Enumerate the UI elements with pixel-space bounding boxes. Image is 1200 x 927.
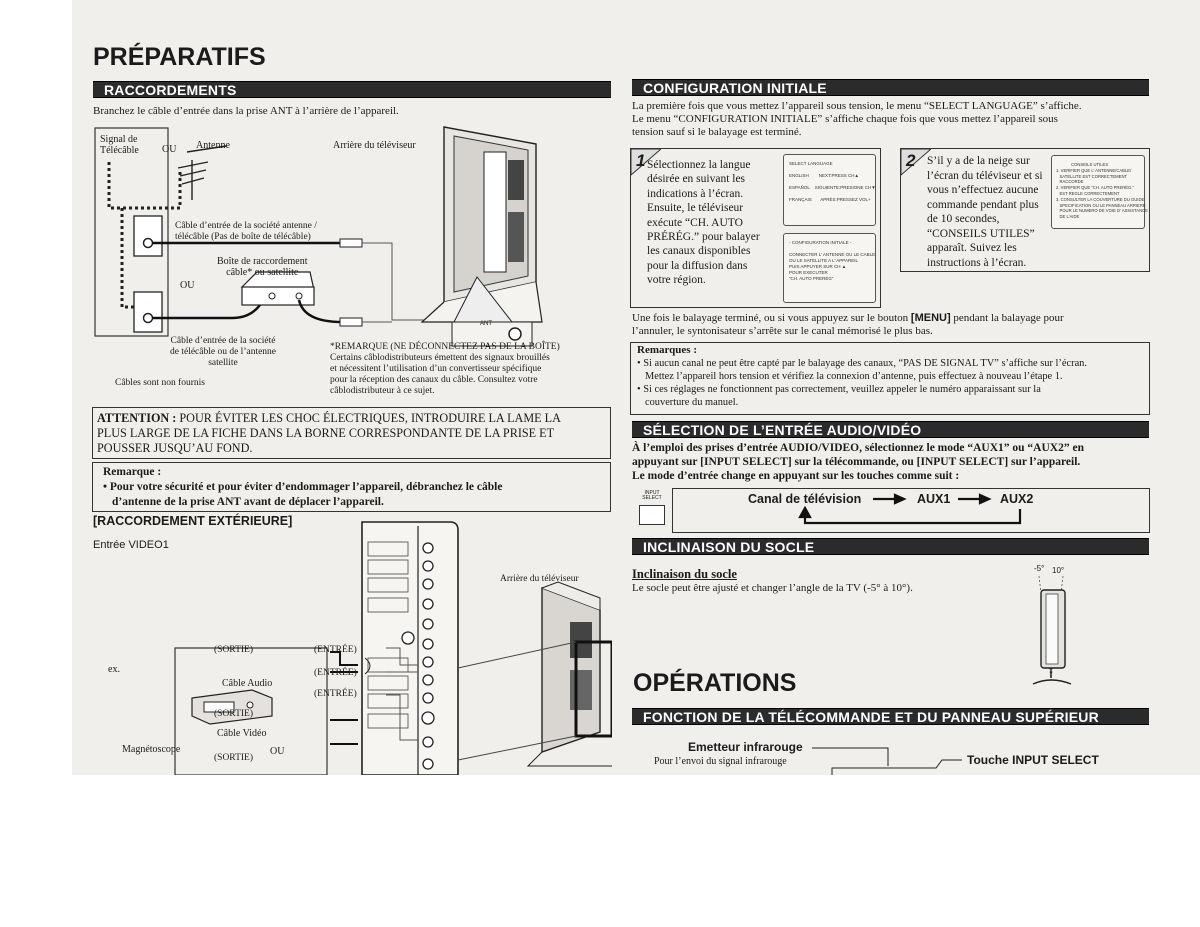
step2-line2: l’écran du téléviseur et si — [927, 169, 1043, 182]
ou-label-3: OU — [270, 746, 285, 757]
step2-line1: S’il y a de la neige sur — [927, 155, 1030, 167]
step2-number: 2 — [906, 151, 916, 170]
step1-box — [630, 148, 881, 308]
remarques-line1: • Si aucun canal ne peut être capté par le balayage des canaux, “PAS DE SIGNAL TV” s’affiche sur l’écran. — [637, 358, 1087, 369]
box-label-line1: Boîte de raccordement — [217, 256, 308, 267]
aux2-label: AUX2 — [1000, 492, 1034, 506]
signal-label — [100, 134, 160, 156]
config-intro-line3: tension sauf si le balayage est terminé. — [632, 126, 802, 138]
sortie-label-3: (SORTIE) — [214, 753, 254, 763]
remark-line1: • Pour votre sécurité et pour éviter d’endommager l’appareil, débranchez le câble — [103, 481, 503, 493]
inclinaison-title: Inclinaison du socle — [632, 567, 737, 581]
ir-emitter-sub: Pour l’envoi du signal infrarouge — [654, 756, 787, 767]
attention-line3: POUSSER JUSQU’AU FOND. — [97, 441, 253, 455]
antenna-cable-line1: Câble d’entrée de la société antenne / — [175, 221, 317, 231]
remark-line2: d’antenne de la prise ANT avant de déplacer l’appareil. — [112, 496, 384, 508]
step1-line3: indications à l’écran. — [647, 187, 744, 200]
remarques-line3: • Si ces réglages ne fonctionnent pas correctement, veuillez appeler le numéro apparaissant sur la — [637, 384, 1041, 395]
antenna-cable-label — [175, 221, 317, 243]
ant-label: ANT — [480, 321, 492, 327]
ir-emitter-label: Emetteur infrarouge — [688, 740, 803, 754]
tv-back-label-2: Arrière du téléviseur — [500, 574, 579, 584]
step1-text — [647, 158, 767, 288]
attention-line2: PLUS LARGE DE LA FICHE DANS LA BORNE CORRESPONDANTE DE LA PRISE ET — [97, 426, 555, 440]
input-select-icon — [642, 491, 662, 501]
config-header-text: CONFIGURATION INITIALE — [643, 80, 827, 96]
step2-line6: “CONSEILS UTILES” — [927, 227, 1035, 240]
raccordements-header-text: RACCORDEMENTS — [104, 82, 237, 98]
angle-neg-label: -5° — [1034, 564, 1045, 573]
aux1-label: AUX1 — [917, 492, 951, 506]
ex-label: ex. — [108, 664, 120, 675]
tv-channel-label: Canal de télévision — [748, 492, 862, 506]
selection-header — [632, 421, 1149, 438]
step2-line5: de 10 secondes, — [927, 213, 1000, 225]
input-select-button-icon — [639, 505, 665, 525]
step2-text — [927, 154, 1057, 270]
remote-leader-lines — [812, 744, 972, 775]
external-connection-title: [RACCORDEMENT EXTÉRIEURE] — [93, 514, 293, 528]
box-remark-line4: pour la réception des canaux du câble. Consultez votre — [330, 375, 538, 385]
tips-screen-text: CONSEILS UTILES 1. VERIFIER QUE L’ ANTENNE/CABLE/ SATELLITE EST CORRECTEMENT RACCORDE 2. VERIFIER QUE “CH. AUTO PRERÉG.” EST REGLE CORRECTEMENT 3. CONSULTER LA COUVERTURE DU GUIDE SPECIFICATION OU LE PANNEAU ARRIERE POUR LE NUMERO DE VOIE D’ ASSISTANCE DE L’AIDE — [1056, 162, 1148, 220]
box-remark-line5: câblodistributeur à ce sujet. — [330, 386, 435, 396]
box-remark — [330, 342, 610, 397]
satellite-cable-label — [170, 336, 276, 369]
signal-label-line2: Télécâble — [100, 145, 139, 156]
step2-line4: commande pendant plus — [927, 198, 1039, 211]
selection-line1: À l’emploi des prises d’entrée AUDIO/VIDEO, sélectionnez le mode “AUX1” ou “AUX2” en — [632, 442, 1084, 454]
ou-label-1: OU — [162, 144, 177, 155]
signal-label-line1: Signal de — [100, 134, 138, 145]
sortie-label-1: (SORTIE) — [214, 645, 254, 655]
input-select-icon-line1: INPUT — [644, 490, 660, 496]
step1-number: 1 — [636, 151, 646, 170]
input-select-icon-line2: SELECT — [642, 495, 662, 501]
remark-box — [92, 462, 611, 512]
sortie-label-2: (SORTIE) — [214, 709, 254, 719]
selection-text — [632, 441, 1084, 483]
satellite-cable-line1: Câble d’entrée de la société — [170, 336, 276, 346]
step2-line7: apparaît. Suivez les — [927, 242, 1017, 254]
satellite-cable-line2: de télécâble ou de l’antenne — [170, 347, 277, 357]
inclinaison-header-text: INCLINAISON DU SOCLE — [643, 539, 815, 555]
after-scan-text — [632, 312, 1064, 338]
input-flow-box — [672, 488, 1150, 533]
inclinaison-header — [632, 538, 1149, 555]
video1-input-label: Entrée VIDEO1 — [93, 539, 169, 551]
attention-label: ATTENTION : — [97, 411, 177, 425]
menu-key: [MENU] — [910, 312, 951, 324]
tilt-stand-illustration — [1027, 572, 1097, 690]
remarques-title: Remarques : — [637, 344, 697, 356]
box-remark-line2: Certains câblodistributeurs émettent des signaux brouillés — [330, 353, 550, 363]
satellite-cable-line3: satellite — [208, 358, 238, 368]
raccordements-header — [93, 81, 611, 98]
language-screen-text: SELECT LANGUAGE ENGLISH NEXT:PRESS CH▲ ESPAÑOL SIGUIENTE:PRESIONE CH▼ FRANÇAIS APRÈS:PRESSEZ VOL+ — [789, 161, 876, 202]
box-remark-line1: *REMARQUE (NE DÉCONNECTEZ PAS DE LA BOÎTE) — [330, 342, 560, 352]
antenna-label: Antenne — [196, 140, 230, 151]
fonction-header — [632, 708, 1149, 725]
cables-not-supplied: Câbles sont non fournis — [115, 378, 205, 388]
selection-line3: Le mode d’entrée change en appuyant sur les touches comme suit : — [632, 470, 960, 482]
entree-label-3: (ENTRÉE) — [314, 689, 357, 699]
step1-line8: pour la diffusion dans — [647, 259, 748, 272]
ou-label-2: OU — [180, 280, 195, 291]
step1-line1: Sélectionnez la langue — [647, 159, 751, 171]
step1-line7: les canaux disponibles — [647, 245, 751, 258]
page-title: PRÉPARATIFS — [93, 43, 266, 71]
attention-line1: POUR ÉVITER LES CHOC ÉLECTRIQUES, INTRODUIRE LA LAME LA — [176, 411, 561, 425]
selection-line2: appuyant sur [INPUT SELECT] sur la télécommande, ou [INPUT SELECT] sur l’appareil. — [632, 456, 1081, 468]
remarques-box — [630, 342, 1150, 415]
angle-pos-label: 10° — [1052, 566, 1065, 575]
tv-back-label-1: Arrière du téléviseur — [333, 140, 416, 151]
box-label — [217, 256, 308, 278]
box-remark-line3: et nécessitent l’utilisation d’un convertisseur spécifique — [330, 364, 542, 374]
video-cable-label: Câble Vidéo — [217, 728, 267, 739]
config-screen — [783, 233, 876, 303]
config-intro-line2: Le menu “CONFIGURATION INITIALE” s’affiche chaque fois que vous mettez l’appareil sous — [632, 113, 1058, 125]
language-screen — [783, 154, 876, 226]
entree-label-1: (ENTRÉE) — [314, 645, 357, 655]
step2-line8: instructions à l’écran. — [927, 256, 1027, 269]
step1-line9: votre région. — [647, 274, 706, 287]
step2-line3: vous n’effectuez aucune — [927, 184, 1039, 196]
config-screen-text: - CONFIGURATION INITIALE - CONNECTER L’ ANTENNE OU LE CABLE OU LE SATELLITE A L’ APPAREIL PUIS APPUYER SUR CH ▲ POUR EXECUTER “CH. AUTO PRERÉG” — [789, 240, 876, 281]
remark-title: Remarque : — [103, 466, 162, 478]
entree-label-2: (ENTRÉE) — [314, 668, 357, 678]
config-header — [632, 79, 1149, 96]
tips-screen — [1051, 155, 1148, 229]
antenna-cable-line2: télécâble (Pas de boîte de télécâble) — [175, 232, 311, 242]
input-select-key-label: Touche INPUT SELECT — [967, 753, 1099, 767]
step1-line4: Ensuite, le téléviseur — [647, 202, 744, 215]
remarques-line2: Mettez l’appareil hors tension et vérifiez la connexion d’antenne, puis effectuez à nouveau l’étape 1. — [645, 371, 1063, 382]
step1-line5: exécute “CH. AUTO — [647, 216, 743, 229]
vcr-label: Magnétoscope — [122, 744, 181, 755]
step2-box — [900, 148, 1150, 272]
inclinaison-text: Le socle peut être ajusté et changer l’angle de la TV (-5° à 10°). — [632, 582, 913, 594]
config-intro — [632, 100, 1082, 139]
attention-box — [92, 407, 611, 459]
manual-page — [72, 0, 1200, 775]
remarques-line4: couverture du manuel. — [645, 397, 739, 408]
step1-line6: PRÉRÉG.” pour balayer — [647, 231, 760, 244]
config-intro-line1: La première fois que vous mettez l’appareil sous tension, le menu “SELECT LANGUAGE” s’affiche. — [632, 100, 1082, 112]
raccordement-intro: Branchez le câble d’entrée dans la prise ANT à l’arrière de l’appareil. — [93, 105, 399, 117]
selection-header-text: SÉLECTION DE L’ENTRÉE AUDIO/VIDÉO — [643, 422, 922, 438]
after-scan-part2: pendant la balayage pour — [950, 312, 1064, 324]
input-cycle-arrows — [673, 489, 1151, 534]
after-scan-part1: Une fois le balayage terminé, ou si vous appuyez sur le bouton — [632, 312, 911, 324]
fonction-header-text: FONCTION DE LA TÉLÉCOMMANDE ET DU PANNEAU SUPÉRIEUR — [643, 709, 1099, 725]
operations-title: OPÉRATIONS — [633, 669, 797, 697]
audio-cable-label: Câble Audio — [222, 678, 273, 689]
step1-line2: désirée en suivant les — [647, 173, 746, 186]
box-label-line2: câble* ou satellite — [226, 267, 299, 278]
after-scan-line2: l’annuler, le syntonisateur s’arrête sur le canal mémorisé le plus bas. — [632, 325, 933, 337]
